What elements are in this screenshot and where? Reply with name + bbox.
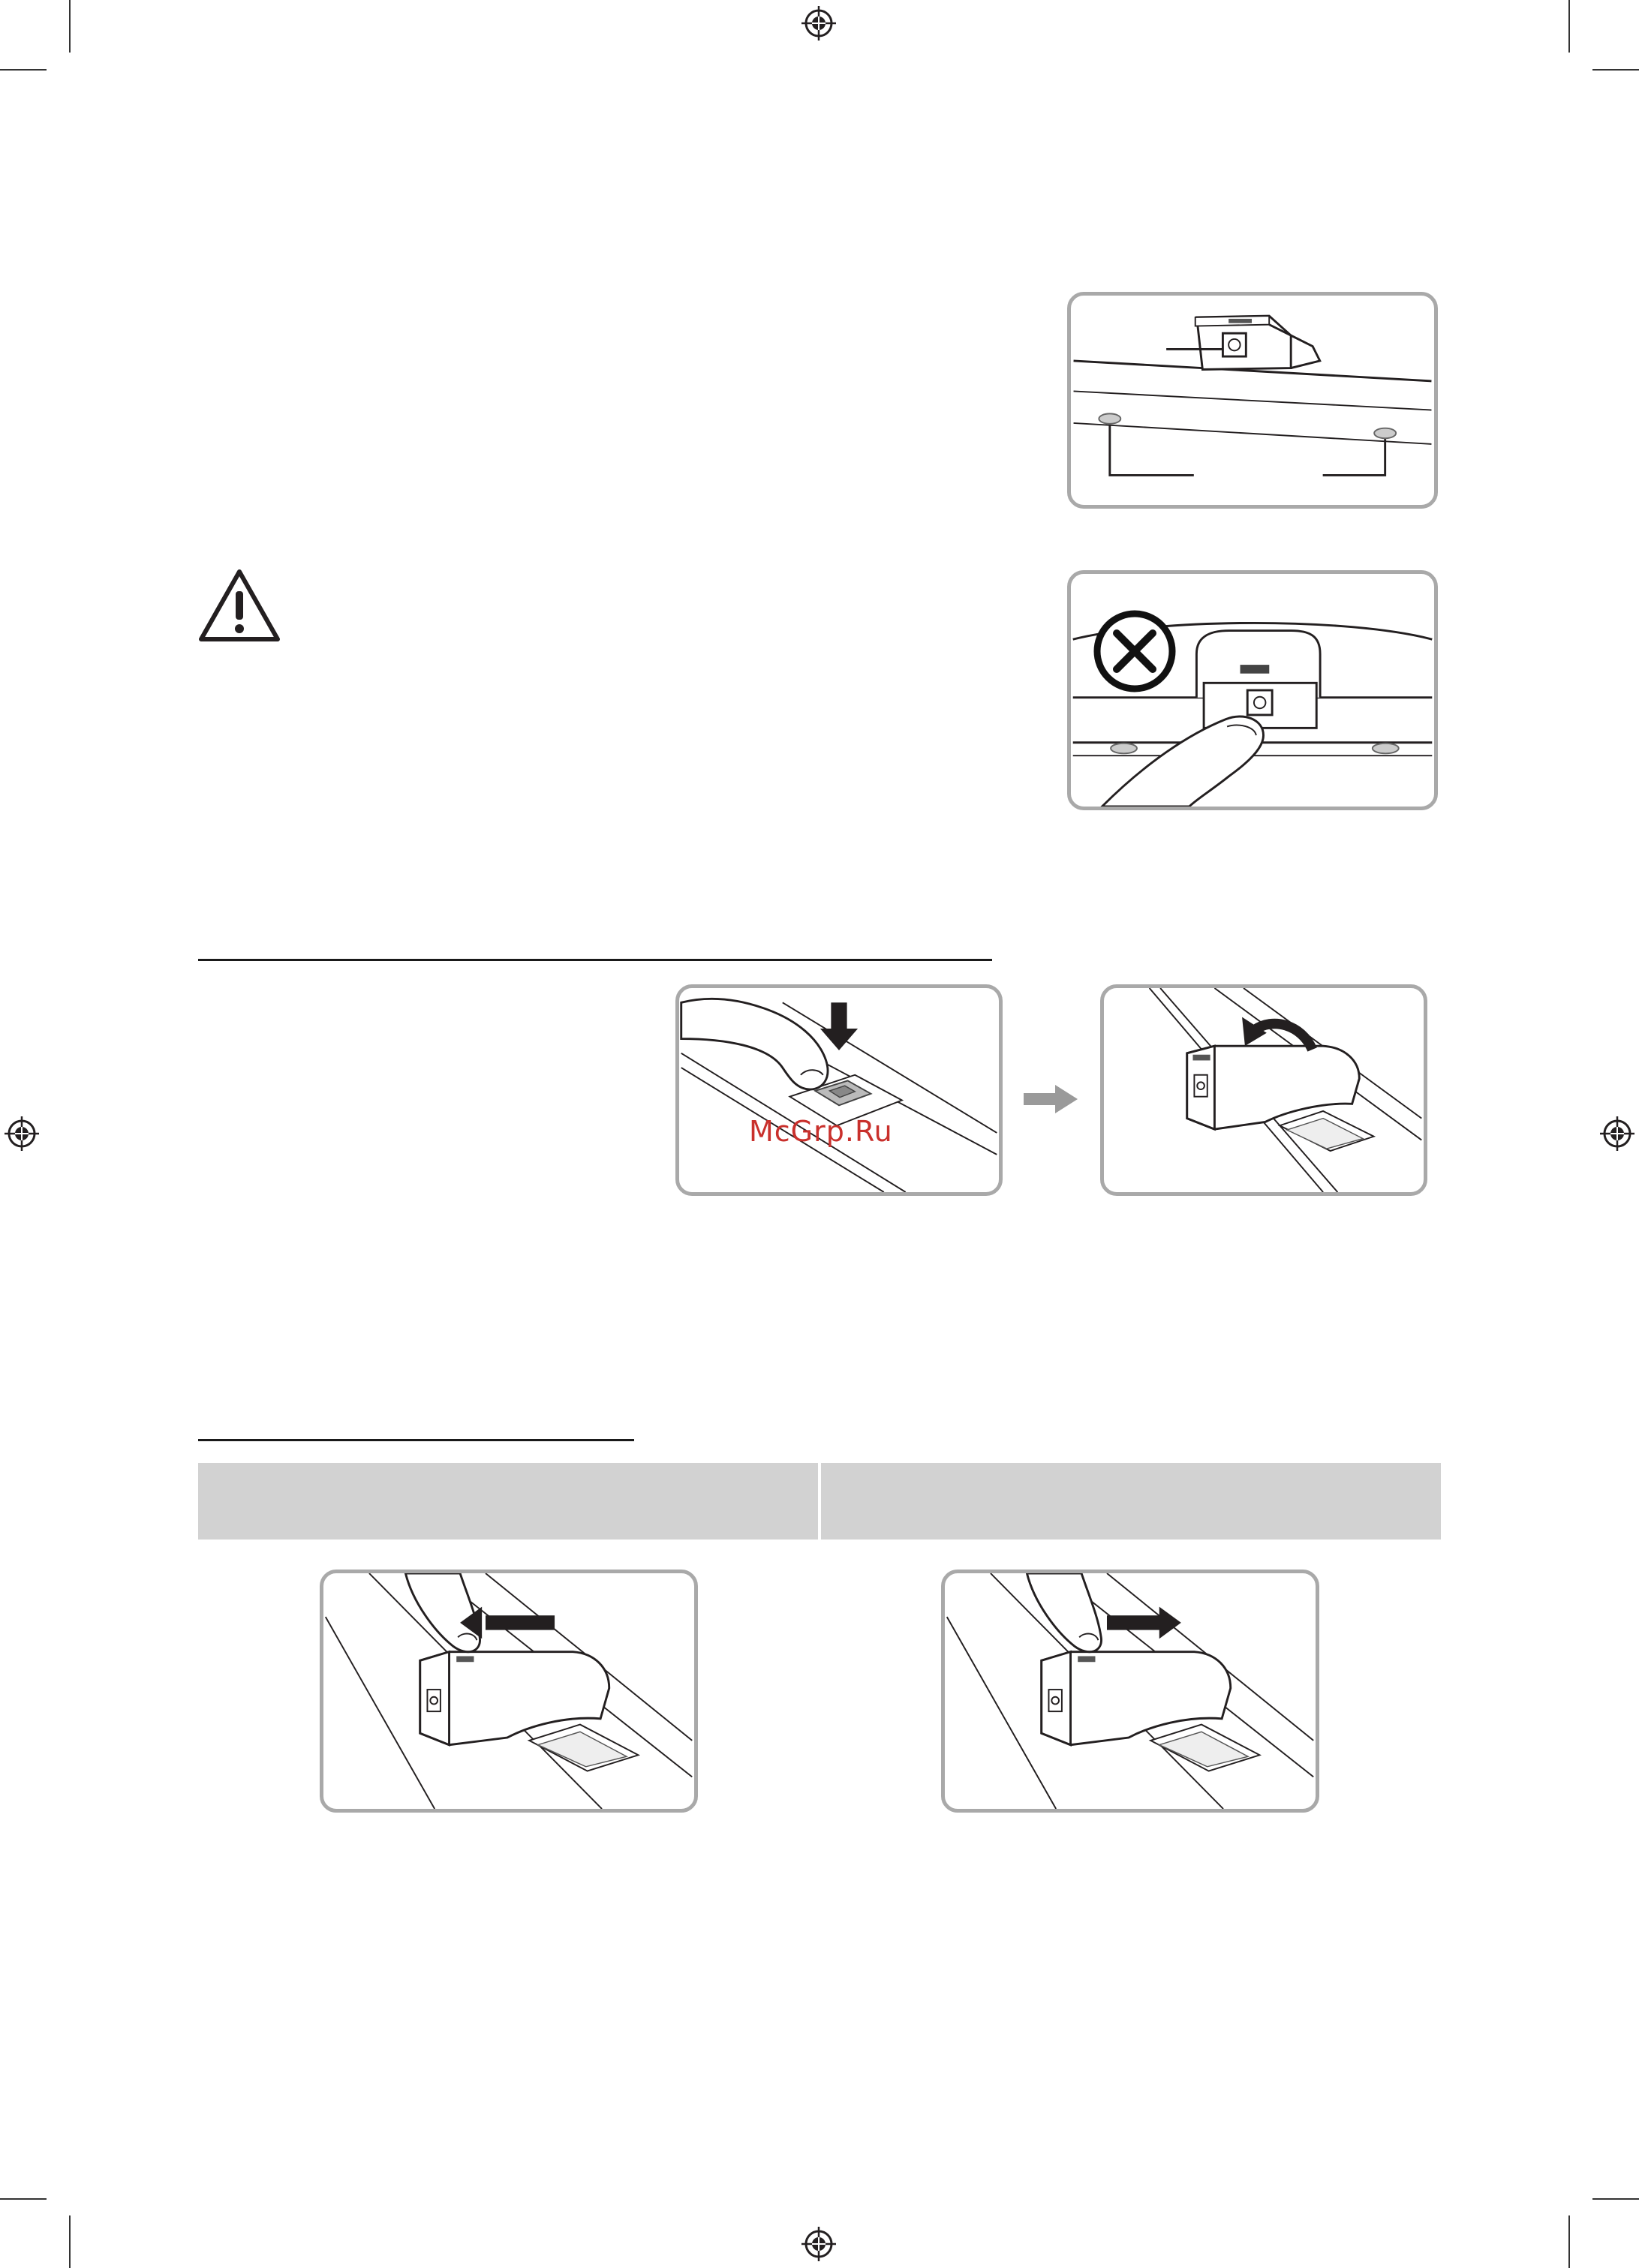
- flow-arrow-icon: [1024, 1083, 1078, 1115]
- warning-triangle-icon: [197, 567, 282, 644]
- prohibited-x-icon: [1093, 609, 1177, 693]
- watermark-text: McGrp.Ru: [749, 1115, 893, 1148]
- crop-mark-top-left-v: [69, 0, 71, 53]
- registration-mark-icon: [801, 2227, 836, 2261]
- table-header-cell-right: [821, 1463, 1441, 1540]
- camera-raised-illustration: [1100, 984, 1427, 1196]
- section-divider: [198, 959, 992, 961]
- registration-mark-icon: [801, 6, 836, 41]
- registration-mark-icon: [5, 1116, 39, 1151]
- crop-mark-bottom-right-v: [1568, 2215, 1570, 2268]
- press-camera-illustration: [675, 984, 1003, 1196]
- tilt-camera-left-illustration: [320, 1570, 698, 1813]
- crop-mark-bottom-left-v: [69, 2215, 71, 2268]
- camera-mic-illustration: [1067, 292, 1438, 509]
- section-divider: [198, 1439, 634, 1441]
- crop-mark-bottom-right-h: [1592, 2198, 1639, 2200]
- crop-mark-bottom-left-h: [0, 2198, 47, 2200]
- crop-mark-top-right-v: [1568, 0, 1570, 53]
- tilt-camera-right-illustration: [941, 1570, 1319, 1813]
- table-header-cell-left: [198, 1463, 818, 1540]
- crop-mark-top-left-h: [0, 69, 47, 71]
- crop-mark-top-right-h: [1592, 69, 1639, 71]
- registration-mark-icon: [1600, 1116, 1634, 1151]
